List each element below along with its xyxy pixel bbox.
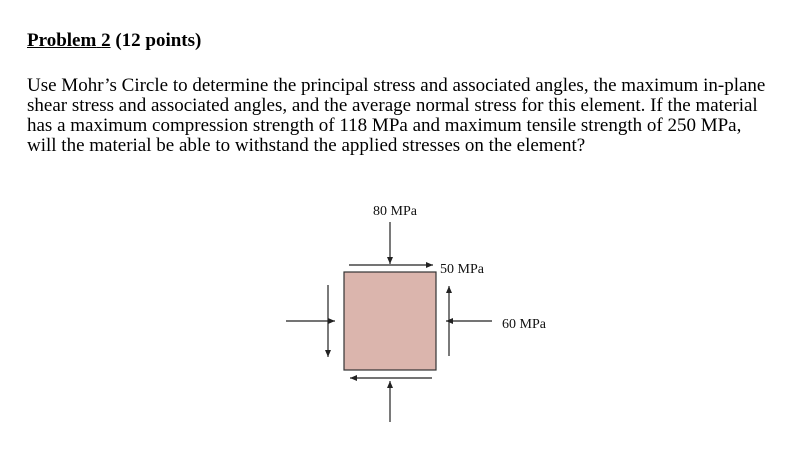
statement-line: has a maximum compression strength of 118 MPa and maximum tensile strength of 250 MPa, bbox=[27, 115, 742, 136]
statement-line: shear stress and associated angles, and the average normal stress for this element. If the material bbox=[27, 95, 758, 116]
statement-line: Use Mohr’s Circle to determine the principal stress and associated angles, the maximum in-plane bbox=[27, 75, 766, 96]
problem-label: Problem bbox=[27, 30, 97, 51]
problem-number: 2 bbox=[101, 30, 111, 51]
normal-y-label: 80 MPa bbox=[373, 204, 417, 219]
statement-line: will the material be able to withstand the applied stresses on the element? bbox=[27, 135, 586, 156]
normal-x-label: 60 MPa bbox=[502, 317, 546, 332]
problem-points: (12 points) bbox=[115, 30, 202, 51]
shear-label: 50 MPa bbox=[440, 262, 484, 277]
stress-element bbox=[344, 272, 436, 370]
